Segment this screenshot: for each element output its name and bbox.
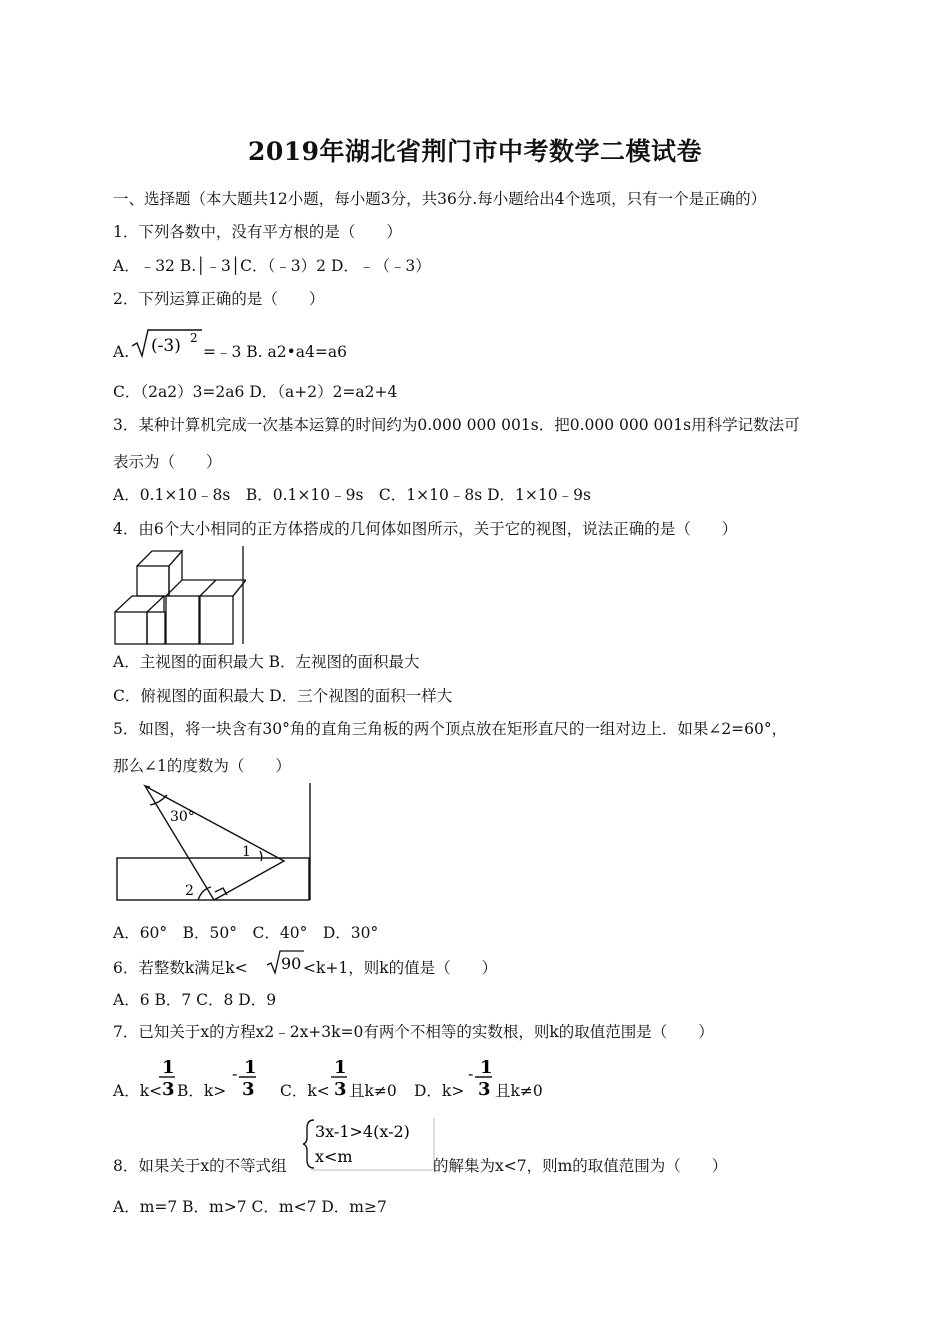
numerator: 1 xyxy=(480,1057,493,1078)
question-7-option-b: B．k> xyxy=(177,1082,227,1100)
radicand-text: (-3) xyxy=(151,336,181,356)
angle-1-label: 1 xyxy=(242,844,251,860)
section-heading: 一、选择题（本大题共12小题，每小题3分，共36分.每小题给出4个选项，只有一个是正确的） xyxy=(113,190,767,208)
question-7-option-a: A．k< xyxy=(113,1082,163,1100)
question-6-stem-pre: 6．若整数k满足k< xyxy=(113,959,248,977)
sqrt-90-formula xyxy=(266,948,306,976)
question-7-stem: 7．已知关于x的方程x2﹣2x+3k=0有两个不相等的实数根，则k的取值范围是（ ） xyxy=(113,1023,714,1041)
angle-2-label: 2 xyxy=(185,883,194,899)
denominator: 3 xyxy=(478,1079,491,1099)
question-4-stem: 4．由6个大小相同的正方体搭成的几何体如图所示，关于它的视图，说法正确的是（ ） xyxy=(113,520,738,538)
numerator: 1 xyxy=(244,1057,257,1078)
triangle-ruler-figure xyxy=(112,783,312,903)
numerator: 1 xyxy=(334,1057,347,1078)
question-3-stem-line2: 表示为（ ） xyxy=(113,453,222,471)
cube-stack-figure xyxy=(112,546,246,650)
question-3-options: A．0.1×10﹣8s B．0.1×10﹣9s C．1×10﹣8s D．1×10﹣9s xyxy=(113,486,591,504)
minus-sign: - xyxy=(232,1064,238,1083)
question-4-options-cd: C．俯视图的面积最大 D．三个视图的面积一样大 xyxy=(113,687,453,705)
question-5-stem-line2: 那么∠1的度数为（ ） xyxy=(113,757,291,775)
sqrt-neg3-squared-formula xyxy=(130,326,206,360)
option-a-label: A. xyxy=(113,343,130,361)
inequality-1: 3x-1>4(x-2) xyxy=(315,1122,410,1141)
fraction-one-third-c xyxy=(330,1055,348,1099)
radicand-text: 90 xyxy=(281,954,302,973)
question-1-options: A．﹣32 B.│﹣3│C．（﹣3）2 D．﹣（﹣3） xyxy=(113,257,431,275)
question-7-option-c: C．k< xyxy=(280,1082,330,1100)
inequality-2: x<m xyxy=(315,1147,353,1166)
question-1-stem: 1．下列各数中，没有平方根的是（ ） xyxy=(113,223,402,241)
question-8-options: A．m=7 B．m>7 C．m<7 D．m≥7 xyxy=(113,1198,387,1216)
triangle-plate xyxy=(145,786,284,900)
fraction-neg-one-third-d xyxy=(466,1055,494,1099)
question-2-stem: 2．下列运算正确的是（ ） xyxy=(113,290,325,308)
page-title: 2019年湖北省荆门市中考数学二模试卷 xyxy=(247,137,703,166)
question-3-stem-line1: 3．某种计算机完成一次基本运算的时间约为0.000 000 001s．把0.000 000 001s用科学记数法可 xyxy=(113,416,800,434)
angle-30-label: 30° xyxy=(170,809,195,825)
question-2-options-cd: C．（2a2）3=2a6 D．（a+2）2=a2+4 xyxy=(113,383,398,401)
question-7-option-d: D．k> xyxy=(414,1082,465,1100)
exponent-text: 2 xyxy=(190,331,198,345)
question-6-stem-post: <k+1，则k的值是（ ） xyxy=(303,959,498,977)
numerator: 1 xyxy=(162,1057,175,1078)
question-5-options: A．60° B．50° C．40° D．30° xyxy=(113,924,379,942)
question-8-stem-post: 的解集为x<7，则m的取值范围为（ ） xyxy=(433,1157,728,1175)
question-6-options: A．6 B．7 C．8 D．9 xyxy=(113,991,277,1009)
left-brace xyxy=(303,1120,314,1168)
denominator: 3 xyxy=(334,1079,347,1099)
fraction-neg-one-third-b xyxy=(230,1055,258,1099)
question-4-options-ab: A．主视图的面积最大 B．左视图的面积最大 xyxy=(113,653,420,671)
question-2-option-a-rest: =﹣3 B. a2•a4=a6 xyxy=(203,343,347,361)
question-8-stem-pre: 8．如果关于x的不等式组 xyxy=(113,1157,287,1175)
denominator: 3 xyxy=(162,1079,175,1099)
question-2-options-ab xyxy=(113,342,129,362)
question-5-stem-line1: 5．如图，将一块含有30°角的直角三角板的两个顶点放在矩形直尺的一组对边上．如果∠2=60°， xyxy=(113,720,788,738)
inequality-system-formula xyxy=(303,1116,435,1172)
denominator: 3 xyxy=(242,1079,255,1099)
ruler-rectangle xyxy=(117,858,309,900)
minus-sign: - xyxy=(468,1064,474,1083)
question-7-option-c-condition: 且k≠0 xyxy=(349,1082,397,1100)
question-7-option-d-condition: 且k≠0 xyxy=(495,1082,543,1100)
fraction-one-third-a xyxy=(158,1055,176,1099)
